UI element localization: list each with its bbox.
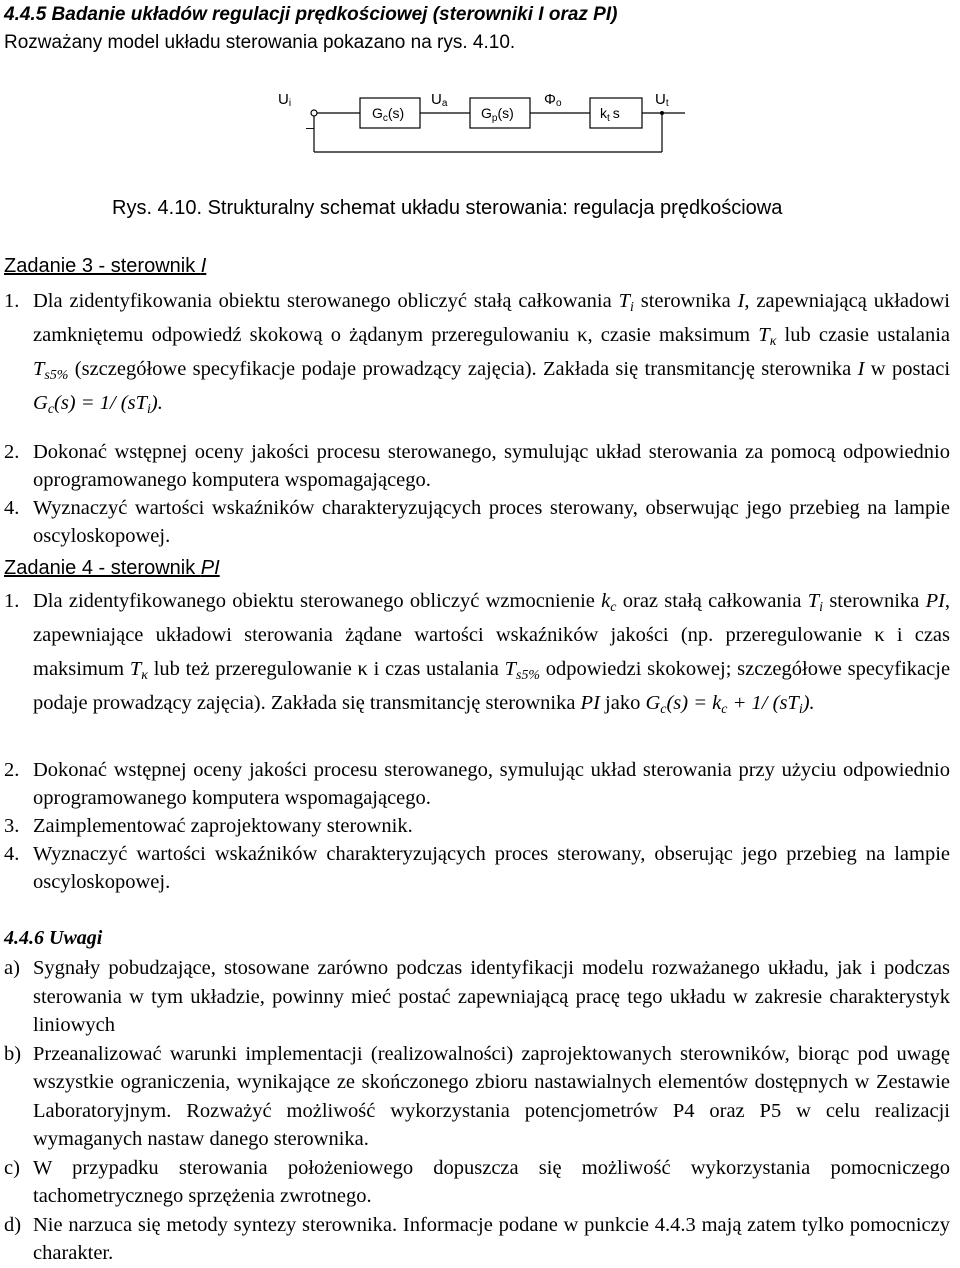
task3-header: Zadanie 3 - sterownik I (4, 255, 207, 277)
formula-PI: $G_c(s) = k_c + 1/$ $(sT_i)$. (645, 692, 815, 718)
block-gc-label: $G_c(s)$ (372, 105, 405, 124)
label-ui: Ui (278, 91, 292, 109)
uwagi-item-b: b) Przeanalizować warunki implementacji (realizowalności) zaprojektowanych sterowników, biorąc pod uwagę wszystkie ograniczenia, wynikające ze skończonego zbioru nastawialnych elementów dostępnych w Zestawie Laboratoryjnym. Rozważyć możliwość wykorzystania potencjometrów P4 oraz P5 w celu realizacji wymaganych nastaw danego sterownika. (4, 1042, 950, 1150)
label-ua: Ua (431, 91, 448, 109)
symbol-kc: $k_c$ (601, 590, 617, 616)
task4-item-2: 2. Dokonać wstępnej oceny jakości procesu sterowanego, symulując układ sterowania przy użyciu odpowiednio oprogramowanego komputera wspomagającego. (4, 759, 950, 809)
summing-junction (311, 110, 317, 116)
figure-caption: Rys. 4.10. Strukturalny schemat układu sterowania: regulacja prędkościowa (112, 197, 783, 219)
task3-header-wrap (4, 254, 950, 278)
uwagi-header: 4.4.6 Uwagi (4, 927, 103, 949)
task3-item-4: 4. Wyznaczyć wartości wskaźników charakteryzujących proces sterowany, obserwując jego przebieg na lampie oscyloskopowej. (4, 497, 950, 547)
label-ut: Ut (655, 91, 669, 109)
task4-item-4: 4. Wyznaczyć wartości wskaźników charakteryzujących proces sterowany, obserując jego przebieg na lampie oscyloskopowej. (4, 843, 950, 893)
uwagi-item-d: d) Nie narzuca się metody syntezy sterownika. Informacje podane w punkcie 4.4.3 mają zatem tylko pomocniczy charakter. (4, 1213, 950, 1264)
label-phi: Φo (544, 91, 562, 109)
task4-list (4, 584, 950, 720)
section-title: 4.4.5 Badanie układów regulacji prędkościowej (sterowniki I oraz PI) (4, 4, 618, 25)
block-diagram (270, 82, 690, 162)
symbol-Ts5-2: $T_{s5\%}$ (504, 658, 541, 684)
uwagi-item-a: a) Sygnały pobudzające, stosowane zarówno podczas identyfikacji modelu rozważanego układu, jak i podczas sterowania w tym układzie, powinny mieć postać zapewniającą pracę tego układu w zakresie charakterystyk liniowych (4, 957, 950, 1036)
task3-list-b (4, 438, 950, 550)
task3-item-2: 2. Dokonać wstępnej oceny jakości procesu sterowanego, symulując układ sterowania za pomocą odpowiednio oprogramowanego komputera wspomagającego. (4, 441, 950, 491)
symbol-Ti: $T_i$ (618, 290, 634, 316)
task4-list-b (4, 756, 950, 896)
task4-item-3: 3. Zaimplementować zaprojektowany sterownik. (4, 815, 413, 837)
symbol-Tk: $T_\kappa$ (758, 324, 777, 350)
task4-item-1: 1. Dla zidentyfikowanego obiektu sterowanego obliczyć wzmocnienie $k_c$ oraz stałą całkowania $T_i$ sterownika PI, zapewniające układowi sterowania żądane wartości wskaźników jakości (np. przeregulowanie κ i czas maksimum $T_\kappa$ lub też przeregulowanie κ i czas ustalania $T_{s5\%}$ odpowiedzi skokowej; szczegółowe specyfikacje podaje prowadzący zajęcia). Zakłada się transmitancję sterownika PI jako $G_c(s) = k_c + 1/$ $(sT_i)$. (4, 590, 951, 718)
section-intro: Rozważany model układu sterowania pokazano na rys. 4.10. (4, 32, 516, 53)
task3-item-1: 1. Dla zidentyfikowania obiektu sterowanego obliczyć stałą całkowania $T_i$ sterownika I, zapewniającą układowi zamkniętemu odpowiedź skokową o żądanym przeregulowaniu κ, czasie maksimum $T_\kappa$ lub czasie ustalania $T_{s5\%}$ (szczegółowe specyfikacje podaje prowadzący zajęcia). Zakłada się transmitancję sterownika I w postaci $G_c(s) = 1/$ $(sT_i)$. (4, 290, 951, 418)
formula-I: $G_c(s) = 1/$ $(sT_i)$. (33, 392, 163, 418)
uwagi-item-c: c) W przypadku sterowania położeniowego dopuszcza się możliwość wykorzystania pomocniczego tachometrycznego sprzężenia zwrotnego. (4, 1156, 950, 1207)
task4-header: Zadanie 4 - sterownik PI (4, 557, 220, 579)
block-kts-label: $k_t$ s (600, 105, 620, 124)
symbol-Ts5: $T_{s5\%}$ (33, 358, 69, 384)
task4-header-wrap (4, 556, 950, 580)
task3-list (4, 284, 950, 420)
symbol-Tk-2: $T_\kappa$ (129, 658, 148, 684)
label-minus: – (306, 119, 314, 135)
symbol-Ti-2: $T_i$ (807, 590, 824, 616)
block-gp-label: $G_p(s)$ (481, 105, 514, 124)
uwagi-list (4, 954, 950, 1268)
